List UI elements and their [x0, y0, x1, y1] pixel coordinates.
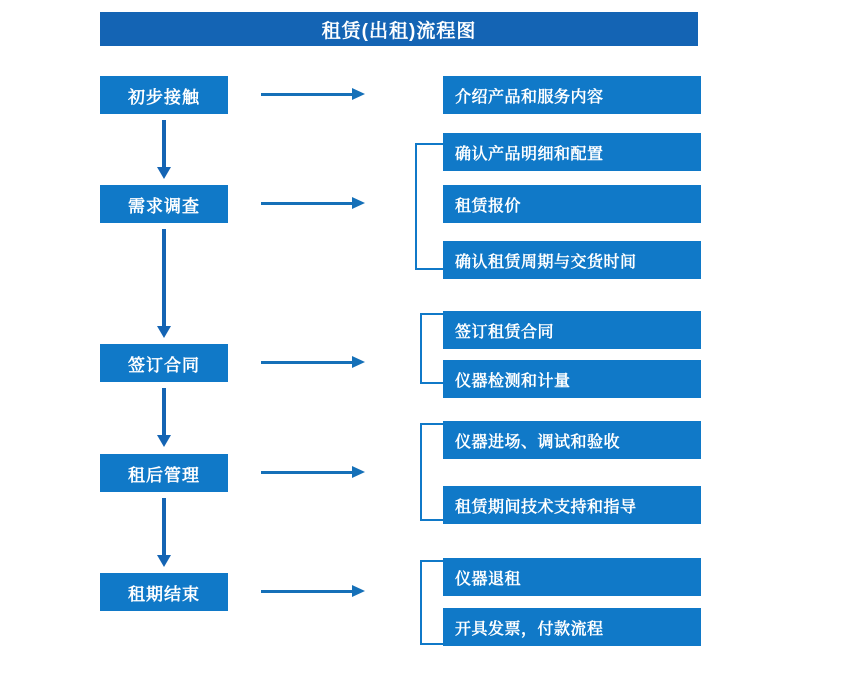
stage-box-3[interactable]: 签订合同 [100, 344, 228, 382]
vertical-arrow-4-5 [162, 498, 166, 556]
vertical-arrow-3-4 [162, 388, 166, 436]
bracket-group-5 [420, 560, 443, 645]
stage-box-4[interactable]: 租后管理 [100, 454, 228, 492]
bracket-group-2 [415, 143, 443, 270]
stage-box-1[interactable]: 初步接触 [100, 76, 228, 114]
detail-box-1[interactable]: 介绍产品和服务内容 [443, 76, 701, 114]
horizontal-arrow-5 [261, 590, 353, 593]
horizontal-arrow-4 [261, 471, 353, 474]
detail-box-8[interactable]: 租赁期间技术支持和指导 [443, 486, 701, 524]
detail-box-4[interactable]: 确认租赁周期与交货时间 [443, 241, 701, 279]
detail-box-6[interactable]: 仪器检测和计量 [443, 360, 701, 398]
horizontal-arrow-1 [261, 93, 353, 96]
stage-box-2[interactable]: 需求调查 [100, 185, 228, 223]
horizontal-arrow-2 [261, 202, 353, 205]
detail-box-5[interactable]: 签订租赁合同 [443, 311, 701, 349]
vertical-arrow-2-3 [162, 229, 166, 327]
bracket-group-4 [420, 423, 443, 521]
chart-title: 租赁(出租)流程图 [100, 12, 698, 46]
detail-box-9[interactable]: 仪器退租 [443, 558, 701, 596]
horizontal-arrow-3 [261, 361, 353, 364]
bracket-group-3 [420, 313, 443, 384]
detail-box-3[interactable]: 租赁报价 [443, 185, 701, 223]
vertical-arrow-1-2 [162, 120, 166, 168]
stage-box-5[interactable]: 租期结束 [100, 573, 228, 611]
detail-box-10[interactable]: 开具发票，付款流程 [443, 608, 701, 646]
detail-box-2[interactable]: 确认产品明细和配置 [443, 133, 701, 171]
detail-box-7[interactable]: 仪器进场、调试和验收 [443, 421, 701, 459]
